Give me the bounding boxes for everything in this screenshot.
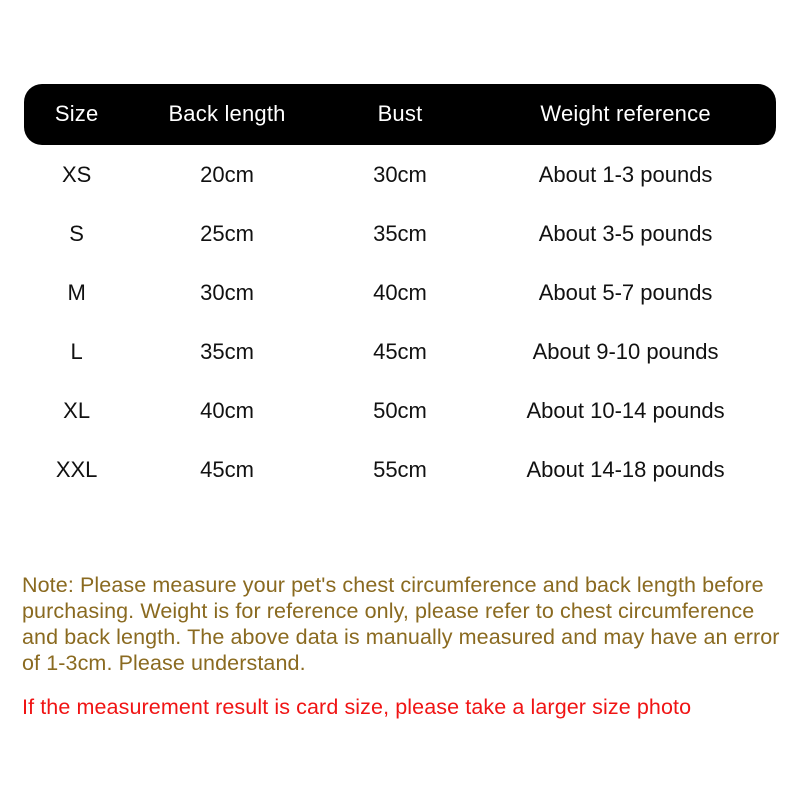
- cell-back-length: 45cm: [200, 457, 254, 482]
- size-chart-table-container: [24, 84, 776, 499]
- cell-back-length: 25cm: [200, 221, 254, 246]
- cell-weight: About 3-5 pounds: [538, 221, 713, 246]
- cell-bust: 55cm: [373, 457, 427, 482]
- cell-weight: About 10-14 pounds: [526, 398, 725, 423]
- column-header-back-length: Back length: [168, 101, 286, 126]
- cell-bust: 50cm: [373, 398, 427, 423]
- table-row: [24, 204, 776, 263]
- table-row: [24, 322, 776, 381]
- table-header-row: [24, 84, 776, 145]
- cell-back-length: 20cm: [200, 162, 254, 187]
- cell-weight: About 5-7 pounds: [538, 280, 713, 305]
- cell-weight: About 14-18 pounds: [526, 457, 725, 482]
- table-row: [24, 145, 776, 204]
- cell-size: XL: [63, 398, 91, 423]
- cell-weight: About 9-10 pounds: [532, 339, 719, 364]
- table-row: [24, 381, 776, 440]
- cell-bust: 45cm: [373, 339, 427, 364]
- cell-size: XS: [61, 162, 92, 187]
- cell-size: XXL: [55, 457, 98, 482]
- column-header-size: Size: [54, 101, 99, 126]
- cell-bust: 30cm: [373, 162, 427, 187]
- size-chart-body-table: [24, 145, 776, 499]
- cell-size: S: [69, 221, 84, 246]
- table-header-band: [24, 84, 776, 145]
- size-chart-header-table: [24, 84, 776, 145]
- cell-back-length: 30cm: [200, 280, 254, 305]
- cell-bust: 35cm: [373, 221, 427, 246]
- column-header-weight-reference: Weight reference: [540, 101, 711, 126]
- cell-size: L: [70, 339, 83, 364]
- column-header-bust: Bust: [377, 101, 423, 126]
- cell-size: M: [67, 280, 86, 305]
- size-warning-text: If the measurement result is card size, please take a larger size photo: [22, 695, 692, 719]
- cell-back-length: 35cm: [200, 339, 254, 364]
- table-row: [24, 440, 776, 499]
- cell-weight: About 1-3 pounds: [538, 162, 713, 187]
- cell-bust: 40cm: [373, 280, 427, 305]
- cell-back-length: 40cm: [200, 398, 254, 423]
- measurement-note: Note: Please measure your pet's chest circumference and back length before purchasing. Weight is for reference only, please refer to chest circumference and back length. The above data is manually measured and may have an error of 1-3cm. Please understand.: [22, 573, 780, 675]
- table-row: [24, 263, 776, 322]
